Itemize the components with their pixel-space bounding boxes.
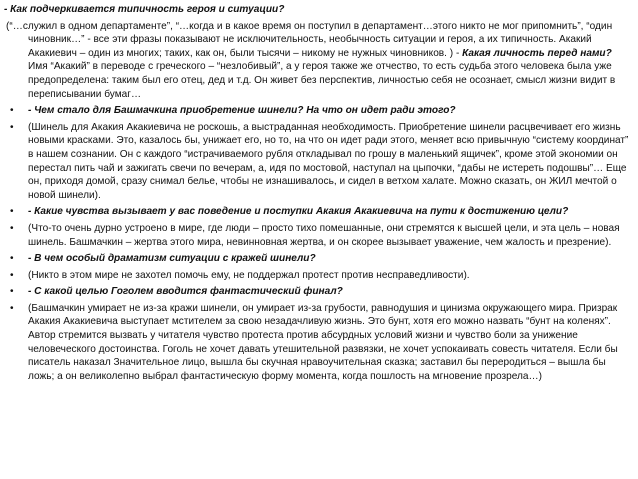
bullet-marker: • [10,121,14,133]
list-item [4,285,630,299]
heading-question: - Как подчеркивается типичность героя и ситуации? [4,4,285,15]
list-item-question: - С какой целью Гоголем вводится фантастический финал? [28,286,343,298]
bullet-marker: • [10,206,14,218]
intro-question: Какая личность перед нами? [462,47,612,59]
bullet-marker: • [10,302,14,314]
bullet-marker: • [10,105,14,117]
bullet-list [4,104,630,383]
list-item-answer: (Что-то очень дурно устроено в мире, где люди – просто тихо помешанные, они стремятся к высшей цели, и эта цель – новая шинель. Башмачкин – жертва этого мира, невинновная жертва, и он скорее вызывает уважение, чем жалость и презрение). [28,222,620,248]
list-item-question: - Какие чувства вызывает у вас поведение и поступки Акакия Акакиевича на пути к достижению цели? [28,206,569,218]
bullet-marker: • [10,286,14,298]
list-item-question: - В чем особый драматизм ситуации с кражей шинели? [28,253,316,265]
bullet-marker: • [10,253,14,265]
bullet-marker: • [10,269,14,281]
intro-paragraph [4,20,630,102]
bullet-marker: • [10,222,14,234]
list-item-answer: (Никто в этом мире не захотел помочь ему, не поддержал протест против несправедливости). [28,269,470,281]
list-item [4,205,630,219]
list-item [4,269,630,283]
list-item-answer: (Башмачкин умирает не из-за кражи шинели, он умирает из-за грубости, равнодушия и цинизма окружающего мира. Призрак Акакия Акакиевича выступает мстителем за свою незадачливую жизнь. Это бунт, хотя его можно назвать “бунт на коленях”. Автор стремится вызвать у читателя чувство протеста против абсурдных условий жизни и чувство боли за унижение человеческого достоинства. Гоголь не хочет давать утешительной развязки, не хочет успокаивать совесть читателя. Если бы писатель наказал Значительное лицо, вышла бы скучная нравоучительная сказка; заставил бы переродиться – вышла бы ложь; а он великолепно выбрал фантастическую форму момента, когда пошлость на мгновение прозрела…) [28,302,618,382]
list-item [4,104,630,118]
list-item [4,121,630,203]
list-item-answer: (Шинель для Акакия Акакиевича не роскошь, а выстраданная необходимость. Приобретение шинели расцвечивает его жизнь новыми красками. Это, казалось бы, унижает его, но то, на что он идет ради этого, меняет всю привычную “систему координат” в нашем сознании. Он с каждого “истрачиваемого рубля откладывал по грошу в маленький ящичек”, кроме этой экономии он перестал пить чай и зажигать свечи по вечерам, а, идя по мостовой, наступал на цыпочки, “дабы не истереть подошвы”… Еще он, приходя домой, сразу снимал белье, чтобы не изнашивалось, и сидел в ветхом халате. Можно сказать, он ЖИЛ мечтой о новой шинели). [28,121,629,201]
intro-text-b: Имя “Акакий” в переводе с греческого – “незлобивый”, а у героя также же отчество, то есть судьба этого человека была уже предопределена: таким был его отец, дед и т.д. Он живет без перспектив, личностью себя не осознает, смысл жизни видит в переписывании бумаг… [28,61,616,100]
list-item [4,302,630,384]
list-item [4,252,630,266]
intro-text-a: (“…служил в одном департаменте”, “…когда и в какое время он поступил в департамент…этого никто не мог припомнить”, “один чиновник…” - все эти фразы показывают не исключительность, необычность ситуации и героя, а их типичность. Акакий Акакиевич – один из многих; таких, как он, были тысячи – никому не нужных чиновников. ) - [6,20,613,59]
list-item-question: - Чем стало для Башмачкина приобретение шинели? На что он идет ради этого? [28,105,456,117]
list-item [4,222,630,249]
